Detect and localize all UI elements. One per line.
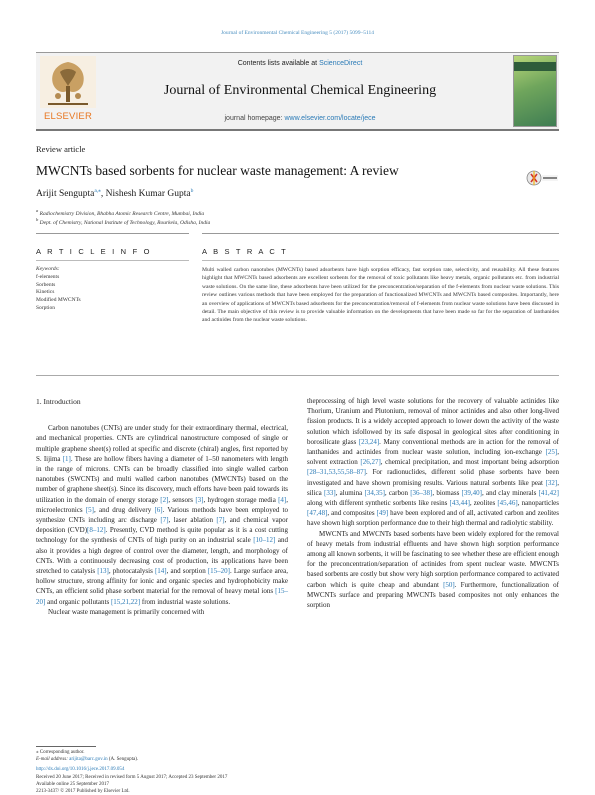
citation-link[interactable]: [15–20] bbox=[207, 567, 231, 576]
affiliation-text: Dept. of Chemistry, National Institute of Technology, Rourkela, Odisha, India bbox=[39, 219, 211, 226]
text-run: . Furthermore, functionalization of MWCNTs surface and preparing MWCNTs based composites not only enhances the sorption bbox=[307, 580, 560, 610]
citation-link[interactable]: [25] bbox=[545, 448, 558, 457]
citation-link[interactable]: [3] bbox=[195, 495, 204, 504]
text-run: , solvent extraction bbox=[307, 448, 559, 467]
citation-link[interactable]: [5] bbox=[85, 505, 95, 514]
citation-link[interactable]: [13] bbox=[97, 567, 109, 576]
publisher-name: ELSEVIER bbox=[43, 111, 93, 122]
body-column-left bbox=[36, 397, 288, 617]
text-run: and organic pollutants bbox=[45, 597, 111, 606]
journal-reference: Journal of Environmental Chemical Engineering 5 (2017) 5099–5114 bbox=[221, 30, 374, 36]
author-name[interactable]: Arijit Sengupta bbox=[36, 189, 95, 200]
keyword[interactable]: Sorption bbox=[36, 304, 55, 311]
citation-link[interactable]: [34,35] bbox=[364, 488, 385, 497]
citation-link[interactable]: [7] bbox=[216, 516, 225, 525]
text-run: , zeolites bbox=[469, 499, 498, 508]
author-affiliation-mark[interactable]: a,⁎ bbox=[94, 188, 101, 194]
citation-link[interactable]: [10–12] bbox=[253, 536, 276, 545]
text-run: and also it provides a high degree of control over the diameter, length, and morphology of CNTs. With a continuously decreasing cost of production, its applications have been stretched to catalysis bbox=[36, 536, 289, 576]
author-affiliation-mark[interactable]: b bbox=[190, 188, 194, 194]
text-run: , silica bbox=[307, 478, 559, 497]
journal-cover-thumbnail bbox=[513, 55, 557, 127]
affiliation-mark: a bbox=[36, 208, 39, 213]
footnote-divider bbox=[36, 746, 96, 747]
contents-prefix: Contents lists available at bbox=[237, 60, 318, 67]
online-date: Available online 25 September 2017 bbox=[36, 781, 109, 787]
text-run: , biomass bbox=[432, 488, 462, 497]
body-paragraph bbox=[307, 396, 559, 529]
text-run: , and clay minerals bbox=[481, 488, 539, 497]
crossmark-badge[interactable] bbox=[526, 168, 559, 192]
affiliation-text: Radiochemistry Division, Bhabha Atomic Research Centre, Mumbai, India bbox=[39, 210, 205, 217]
keywords-label: Keywords: bbox=[36, 266, 60, 272]
crossmark-icon bbox=[526, 168, 559, 192]
cover-band bbox=[514, 62, 556, 71]
text-run: have been explored and of all, activated carbon and zeolites have shown high sorption performance due to their high thermal and radiolytic stability. bbox=[307, 509, 559, 528]
doi-link[interactable]: http://dx.doi.org/10.1016/j.jece.2017.09.054 bbox=[36, 767, 125, 773]
citation-link[interactable]: [47,48] bbox=[307, 509, 328, 518]
text-run: Carbon nanotubes (CNTs) are under study for their extraordinary thermal, electrical, and mechanical properties. CNTs are cylindrical nanostructure composed of single or multiple graphene sheet(s) rolled at specific and discrete (chiral) angles, first reported by S. Iijima bbox=[36, 424, 288, 463]
divider bbox=[36, 260, 189, 261]
citation-link[interactable]: [36–38] bbox=[410, 488, 433, 497]
text-run: theprocessing of high level waste solutions for the recovery of valuable actinides like Thorium, Uranium and Plutonium, removal of minor actinides and also other long-lived fission products. It is a widely accepted approach to lower down the activity of the waste solution which isfollowed by its safe disposal in geological sites after conditioning in borosilicate glass bbox=[307, 397, 559, 446]
email-suffix: (A. Sengupta). bbox=[107, 757, 139, 763]
text-run: , hydrogen storage media bbox=[203, 495, 279, 504]
text-run: , nanoparticles bbox=[517, 499, 559, 508]
section-heading: 1. Introduction bbox=[36, 397, 81, 406]
citation-link[interactable]: [32] bbox=[545, 478, 558, 487]
abstract-heading: A B S T R A C T bbox=[202, 247, 288, 256]
divider bbox=[202, 260, 559, 261]
email-line bbox=[36, 756, 227, 763]
text-run: , sensors bbox=[168, 495, 196, 504]
journal-title: Journal of Environmental Chemical Engineering bbox=[163, 83, 437, 98]
body-column-right bbox=[307, 396, 559, 610]
received-dates: Received 20 June 2017; Received in revised form 5 August 2017; Accepted 23 September 2017 bbox=[36, 774, 228, 780]
citation-link[interactable]: [33] bbox=[324, 488, 336, 497]
text-run: . For radionuclides, different solid phase sorbents have been investigated and have shown promising results. Various natural sorbents like peat bbox=[307, 468, 559, 487]
copyright-line: 2213-3437/ © 2017 Published by Elsevier Ltd. bbox=[36, 789, 130, 795]
elsevier-tree-icon bbox=[40, 56, 96, 108]
text-run: from industrial waste solutions. bbox=[140, 597, 231, 606]
email-link[interactable]: arijita@barc.gov.in bbox=[69, 757, 108, 763]
keyword[interactable]: Modified MWCNTs bbox=[36, 297, 81, 304]
citation-link[interactable]: [8–12] bbox=[87, 526, 106, 535]
text-run: , and drug delivery bbox=[94, 505, 155, 514]
elsevier-logo bbox=[40, 56, 96, 122]
text-run: , laser ablation bbox=[168, 516, 217, 525]
author-separator: , bbox=[100, 189, 106, 200]
citation-link[interactable]: [39,40] bbox=[461, 488, 482, 497]
citation-link[interactable]: [26,27] bbox=[360, 458, 381, 467]
divider bbox=[36, 233, 189, 234]
sciencedirect-link[interactable]: ScienceDirect bbox=[319, 60, 363, 67]
citation-link[interactable]: [49] bbox=[376, 509, 389, 518]
citation-link[interactable]: [28–31,53,55,58–87] bbox=[307, 468, 366, 477]
article-title: MWCNTs based sorbents for nuclear waste management: A review bbox=[36, 163, 399, 178]
text-run: . Various methods have been employed to synthesize CNTs including arc discharge bbox=[36, 505, 288, 525]
affiliation-a bbox=[36, 208, 204, 217]
citation-link[interactable]: [15,21,22] bbox=[110, 597, 141, 606]
text-run: MWCNTs and MWCNTs based sorbents have been widely explored for the removal of heavy metals from industrial effluents and have shown high sorption performance among all known sorbents, it will be fascinating to see whether these are efficient enough for the preconcentration/separation of actinides from spent nuclear waste. MWCNTs based sorbents are costly but show very high sorption performance compared to activated carbon which is quite cheap and abundant bbox=[307, 529, 559, 589]
text-run: , photocatalysis bbox=[108, 567, 155, 576]
body-paragraph: Nuclear waste management is primarily concerned with bbox=[48, 607, 205, 616]
author-name[interactable]: Nishesh Kumar Gupta bbox=[105, 189, 191, 200]
corresponding-author-note: ⁎ Corresponding author. bbox=[36, 750, 85, 755]
citation-link[interactable]: [2] bbox=[160, 495, 169, 504]
article-info-heading: A R T I C L E I N F O bbox=[36, 247, 152, 256]
body-paragraph bbox=[307, 529, 559, 611]
article-type: Review article bbox=[36, 144, 86, 154]
text-run: . Presently, CVD method is quite popular as it is a cost cutting technology for the synthesis of CNTs of high purity on an industrial scale bbox=[36, 526, 289, 545]
citation-link[interactable]: [1] bbox=[62, 454, 71, 463]
text-run: , carbon bbox=[384, 488, 411, 497]
citation-link[interactable]: [4] bbox=[278, 495, 287, 504]
text-run: along with different synthetic sorbents like resins bbox=[307, 499, 450, 508]
keywords-block bbox=[36, 266, 81, 313]
text-run: , alumina bbox=[335, 488, 365, 497]
divider bbox=[202, 233, 559, 234]
homepage-link[interactable]: www.elsevier.com/locate/jece bbox=[284, 115, 376, 122]
text-run: , and sorption bbox=[166, 567, 208, 576]
author-list bbox=[36, 188, 193, 199]
divider bbox=[36, 375, 559, 376]
footnotes bbox=[36, 749, 227, 795]
journal-homepage-line bbox=[100, 115, 500, 122]
citation-link[interactable]: [45,46] bbox=[497, 499, 518, 508]
citation-link[interactable]: [14] bbox=[154, 567, 167, 576]
body-paragraph bbox=[36, 423, 288, 607]
citation-link[interactable]: [50] bbox=[443, 580, 455, 589]
text-run: . Many conventional methods are in action for the removal of lanthanides and actinides from nuclear waste solution, including ion-exchange bbox=[307, 437, 560, 457]
email-label: E-mail address: bbox=[36, 757, 68, 763]
citation-link[interactable]: [43,44] bbox=[449, 499, 470, 508]
text-run: , and chemical vapor deposition (CVD) bbox=[36, 516, 289, 535]
text-run: , microelectronics bbox=[36, 495, 288, 514]
abstract-text: Multi walled carbon nanotubes (MWCNTs) based adsorbents have high sorption efficacy, fast sorption rate, selectivity, and reusability. All these features highlight that MWCNTs based adsorbents are excellent sorbents for the removal of toxic pollutants like heavy metals, organic pollutants etc. from industrial waste solutions. On the same line, these adsorbents have been utilized for the preconcentration/separation of the f-elements from nuclear waste solutions. This review outlines various methods that have been employed for the preparation of functionalized MWCNTs and MWCNTs based composites. Importantly, here an overview of applications of MWCNTs based adsorbents for the preconcentration/removal of f-elements from nuclear waste solutions have been discussed in detail. The main objective of this review is to provide valuable information on the developments that have been made so far for the separation of lanthanides and actinides from the nuclear waste solutions. bbox=[202, 267, 559, 324]
text-run: , and composites bbox=[327, 509, 377, 518]
text-run: , chemical precipitation, and most important being adsorption bbox=[380, 458, 559, 467]
citation-link[interactable]: [7] bbox=[160, 516, 169, 525]
text-run: . Large surface area, hollow structure, strong affinity for ionic and organic species and hydrophobicity make CNTs, an efficient solid phase sorbent material for the removal of heavy metal ions bbox=[36, 567, 288, 596]
affiliation-mark: b bbox=[36, 217, 39, 222]
text-run: . These are hollow fibers having a diameter of 1–50 nanometers with length in the range of microns. CNTs can be broadly classified into single walled carbon nanotubes (SWCNTs) and multi walled carbon nanotubes (MWCNTs) based on the number of graphene sheet(s). Since its discovery, much efforts have been paid towards its utilization in the domain of energy storage bbox=[36, 454, 288, 504]
citation-link[interactable]: [41,42] bbox=[538, 488, 559, 497]
citation-link[interactable]: [23,24] bbox=[358, 437, 380, 446]
affiliation-b bbox=[36, 217, 210, 226]
contents-available-line bbox=[100, 60, 500, 67]
keyword[interactable]: Sorbents bbox=[36, 281, 56, 288]
citation-link[interactable]: [6] bbox=[154, 505, 163, 514]
citation-link[interactable]: [15–20] bbox=[36, 587, 288, 606]
homepage-label: journal homepage: bbox=[224, 115, 283, 122]
keyword[interactable]: Kinetics bbox=[36, 289, 55, 296]
keyword[interactable]: f-elements bbox=[36, 273, 60, 280]
